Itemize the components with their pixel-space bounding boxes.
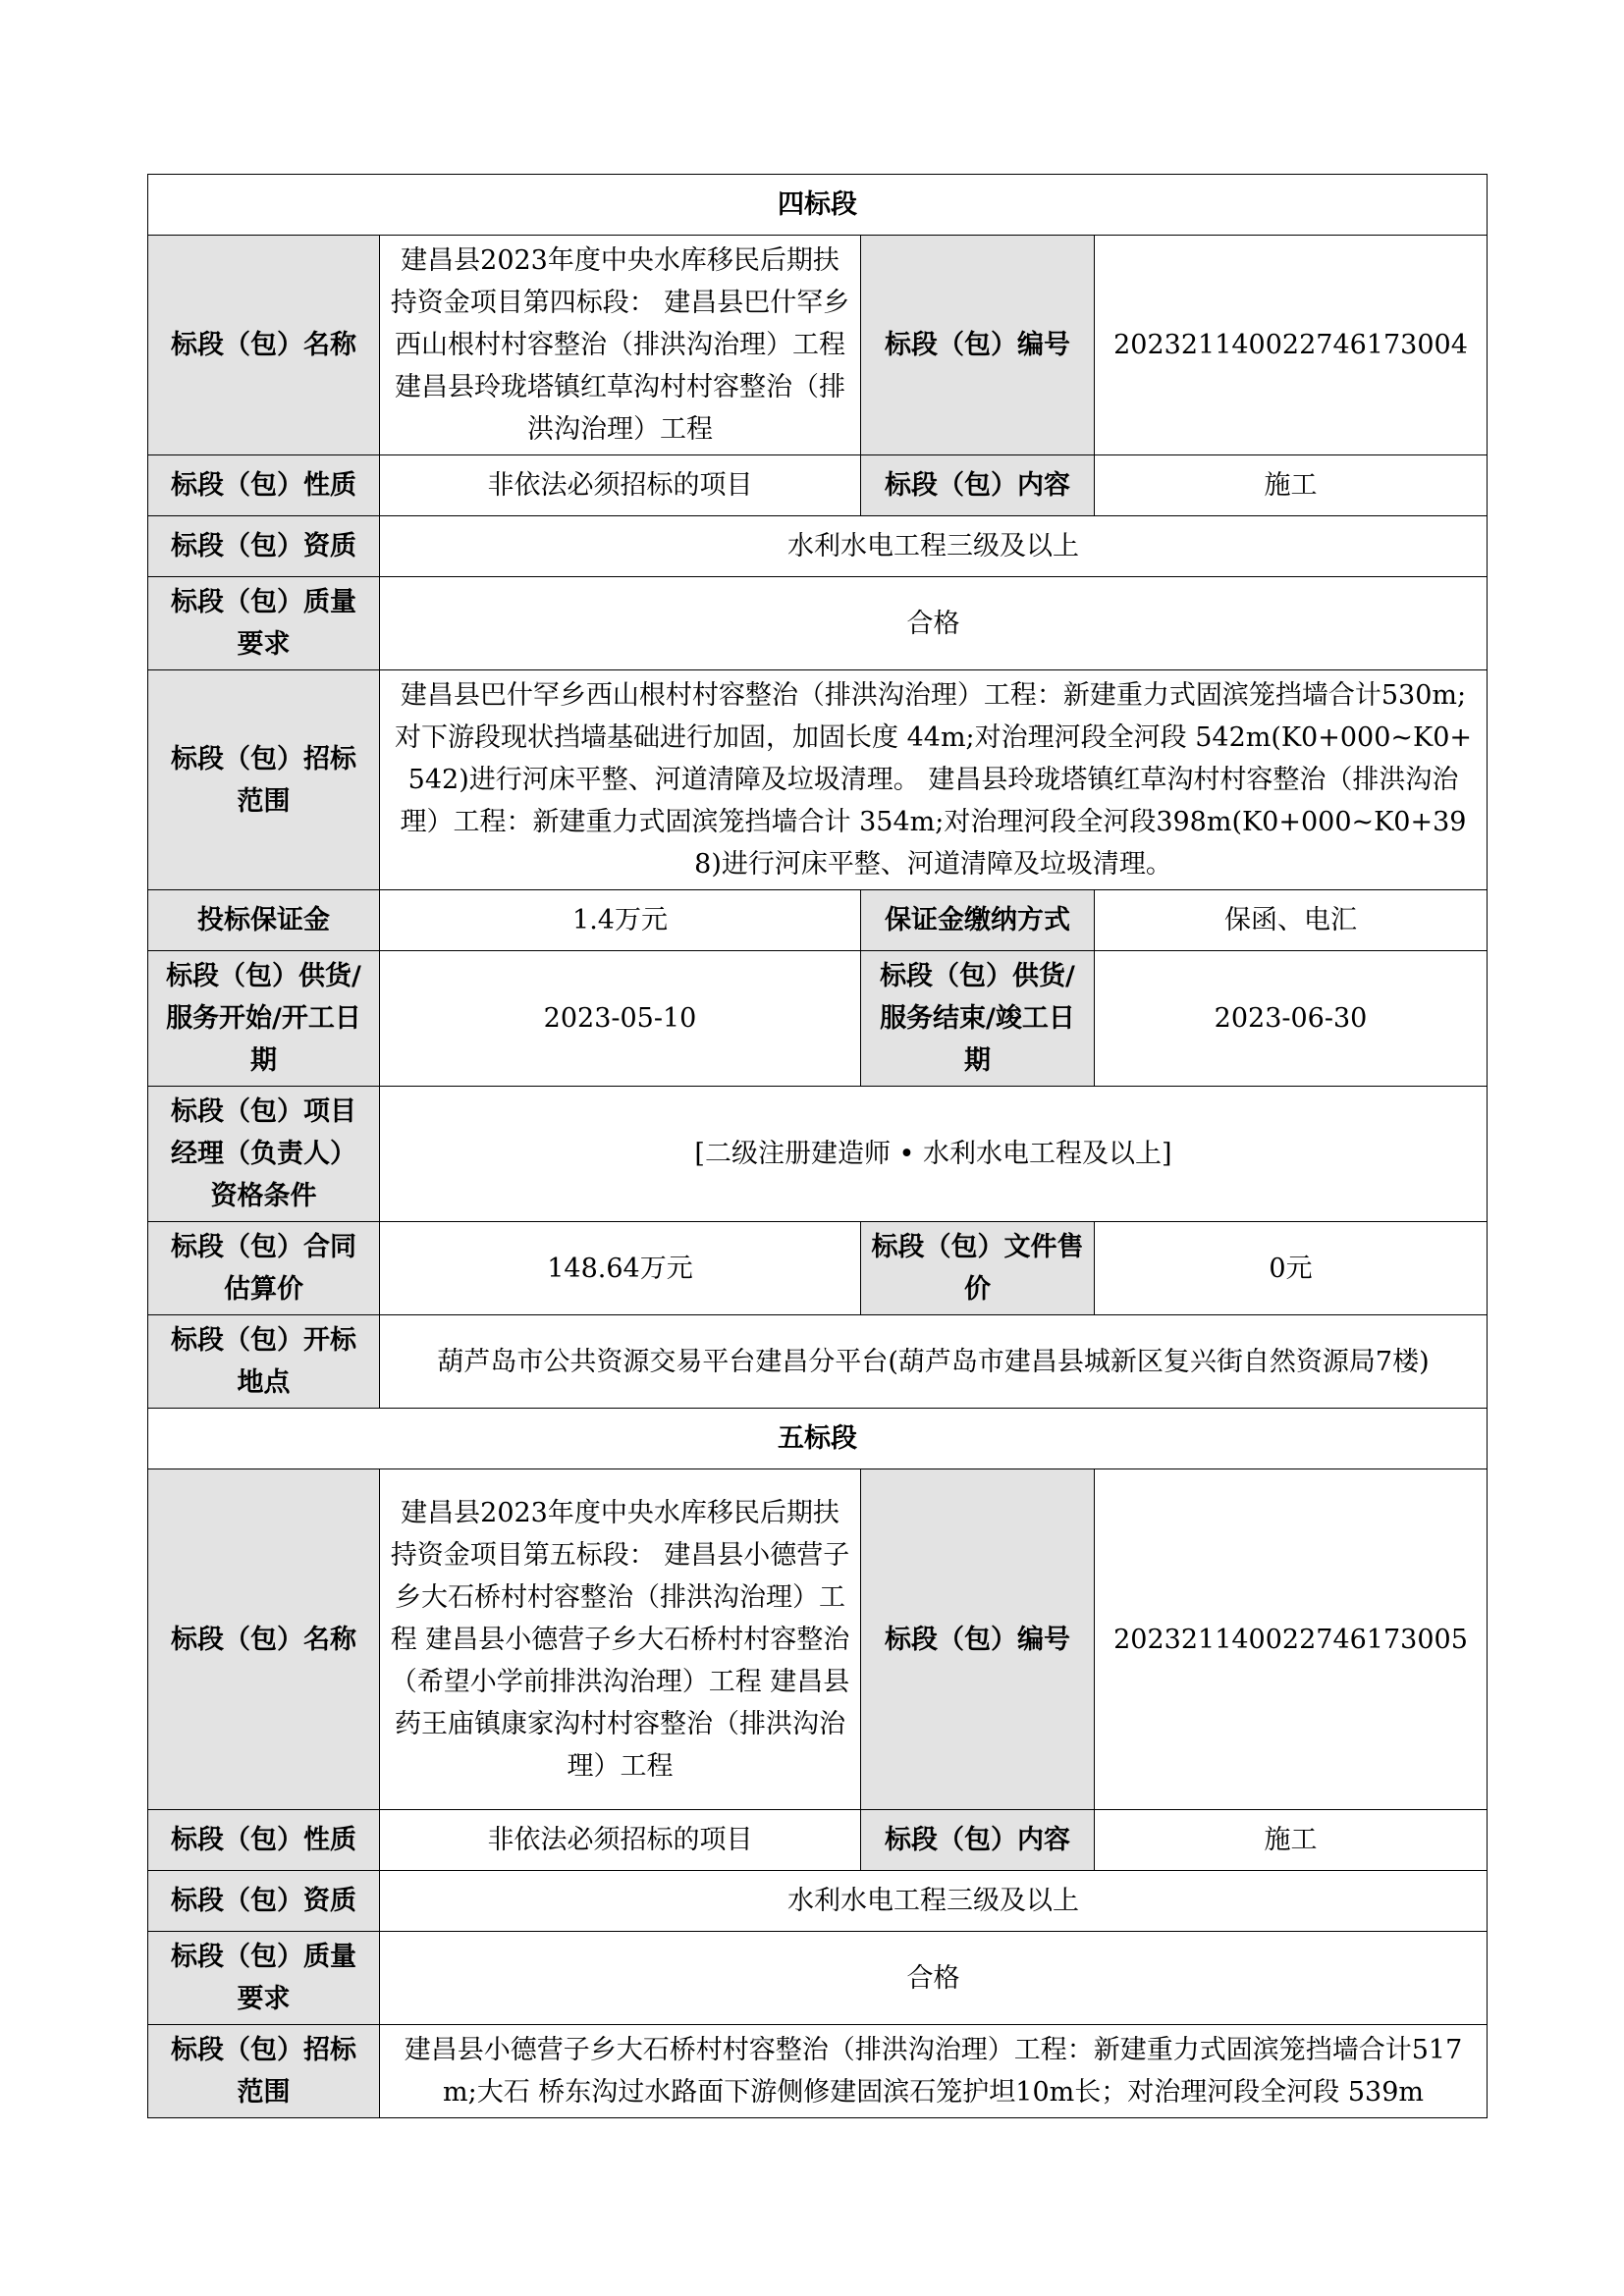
section4-bond-method-label: 保证金缴纳方式 — [861, 890, 1095, 951]
section4-bond-value: 1.4万元 — [380, 890, 861, 951]
section4-doc-price-label: 标段（包）文件售价 — [861, 1222, 1095, 1315]
section4-qual-value: 水利水电工程三级及以上 — [380, 516, 1488, 577]
section4-manager-label: 标段（包）项目经理（负责人）资格条件 — [148, 1087, 380, 1222]
section5-quality-value: 合格 — [380, 1932, 1488, 2025]
section4-manager-value: [二级注册建造师 • 水利水电工程及以上] — [380, 1087, 1488, 1222]
section4-name-label: 标段（包）名称 — [148, 236, 380, 455]
section5-scope-value: 建昌县小德营子乡大石桥村村容整治（排洪沟治理）工程：新建重力式固滨笼挡墙合计517m;大石 桥东沟过水路面下游侧修建固滨石笼护坦10m长；对治理河段全河段 539m — [380, 2025, 1488, 2118]
section4-nature-value: 非依法必须招标的项目 — [380, 455, 861, 516]
section4-quality-label: 标段（包）质量要求 — [148, 577, 380, 670]
section4-name-value: 建昌县2023年度中央水库移民后期扶持资金项目第四标段： 建昌县巴什罕乡西山根村村容整治（排洪沟治理）工程 建昌县玲珑塔镇红草沟村村容整治（排洪沟治理）工程 — [380, 236, 861, 455]
section4-end-label: 标段（包）供货/服务结束/竣工日期 — [861, 951, 1095, 1087]
section4-quality-value: 合格 — [380, 577, 1488, 670]
section5-quality-label: 标段（包）质量要求 — [148, 1932, 380, 2025]
section4-price-value: 148.64万元 — [380, 1222, 861, 1315]
section4-doc-price-value: 0元 — [1095, 1222, 1488, 1315]
section4-scope-label: 标段（包）招标范围 — [148, 670, 380, 890]
section4-title: 四标段 — [148, 175, 1488, 236]
section5-name-label: 标段（包）名称 — [148, 1469, 380, 1810]
bid-table — [147, 174, 1488, 2118]
section4-nature-label: 标段（包）性质 — [148, 455, 380, 516]
section4-bond-label: 投标保证金 — [148, 890, 380, 951]
section4-open-value: 葫芦岛市公共资源交易平台建昌分平台(葫芦岛市建昌县城新区复兴街自然资源局7楼) — [380, 1315, 1488, 1409]
section4-end-date: 2023-06-30 — [1095, 951, 1488, 1087]
section5-content-value: 施工 — [1095, 1810, 1488, 1871]
section5-qual-value: 水利水电工程三级及以上 — [380, 1871, 1488, 1932]
section5-scope-label: 标段（包）招标范围 — [148, 2025, 380, 2118]
section5-nature-label: 标段（包）性质 — [148, 1810, 380, 1871]
section4-content-label: 标段（包）内容 — [861, 455, 1095, 516]
section4-bond-method-value: 保函、电汇 — [1095, 890, 1488, 951]
section4-code-label: 标段（包）编号 — [861, 236, 1095, 455]
section4-start-date: 2023-05-10 — [380, 951, 861, 1087]
section4-code-value: 20232114002274617300​4 — [1095, 236, 1488, 455]
section4-content-value: 施工 — [1095, 455, 1488, 516]
section5-name-value: 建昌县2023年度中央水库移民后期扶持资金项目第五标段： 建昌县小德营子乡大石桥村村容整治（排洪沟治理）工程 建昌县小德营子乡大石桥村村容整治（希望小学前排洪沟治理）工程 建昌县药王庙镇康家沟村村容整治（排洪沟治理）工程 — [380, 1469, 861, 1810]
section4-start-label: 标段（包）供货/服务开始/开工日期 — [148, 951, 380, 1087]
section5-qual-label: 标段（包）资质 — [148, 1871, 380, 1932]
section5-nature-value: 非依法必须招标的项目 — [380, 1810, 861, 1871]
section4-open-label: 标段（包）开标地点 — [148, 1315, 380, 1409]
section5-code-label: 标段（包）编号 — [861, 1469, 1095, 1810]
section4-price-label: 标段（包）合同估算价 — [148, 1222, 380, 1315]
section4-qual-label: 标段（包）资质 — [148, 516, 380, 577]
section5-code-value: 202321140022746173005 — [1095, 1469, 1488, 1810]
section5-content-label: 标段（包）内容 — [861, 1810, 1095, 1871]
section5-title: 五标段 — [148, 1409, 1488, 1469]
section4-scope-value: 建昌县巴什罕乡西山根村村容整治（排洪沟治理）工程：新建重力式固滨笼挡墙合计530m;对下游段现状挡墙基础进行加固，加固长度 44m;对治理河段全河段 542m(K0+000~K0+542)进行河床平整、河道清障及垃圾清理。 建昌县玲珑塔镇红草沟村村容整治（排洪沟治理）工程：新建重力式固滨笼挡墙合计 354m;对治理河段全河段398m(K0+000~K0+398)进行河床平整、河道清障及垃圾清理。 — [380, 670, 1488, 890]
